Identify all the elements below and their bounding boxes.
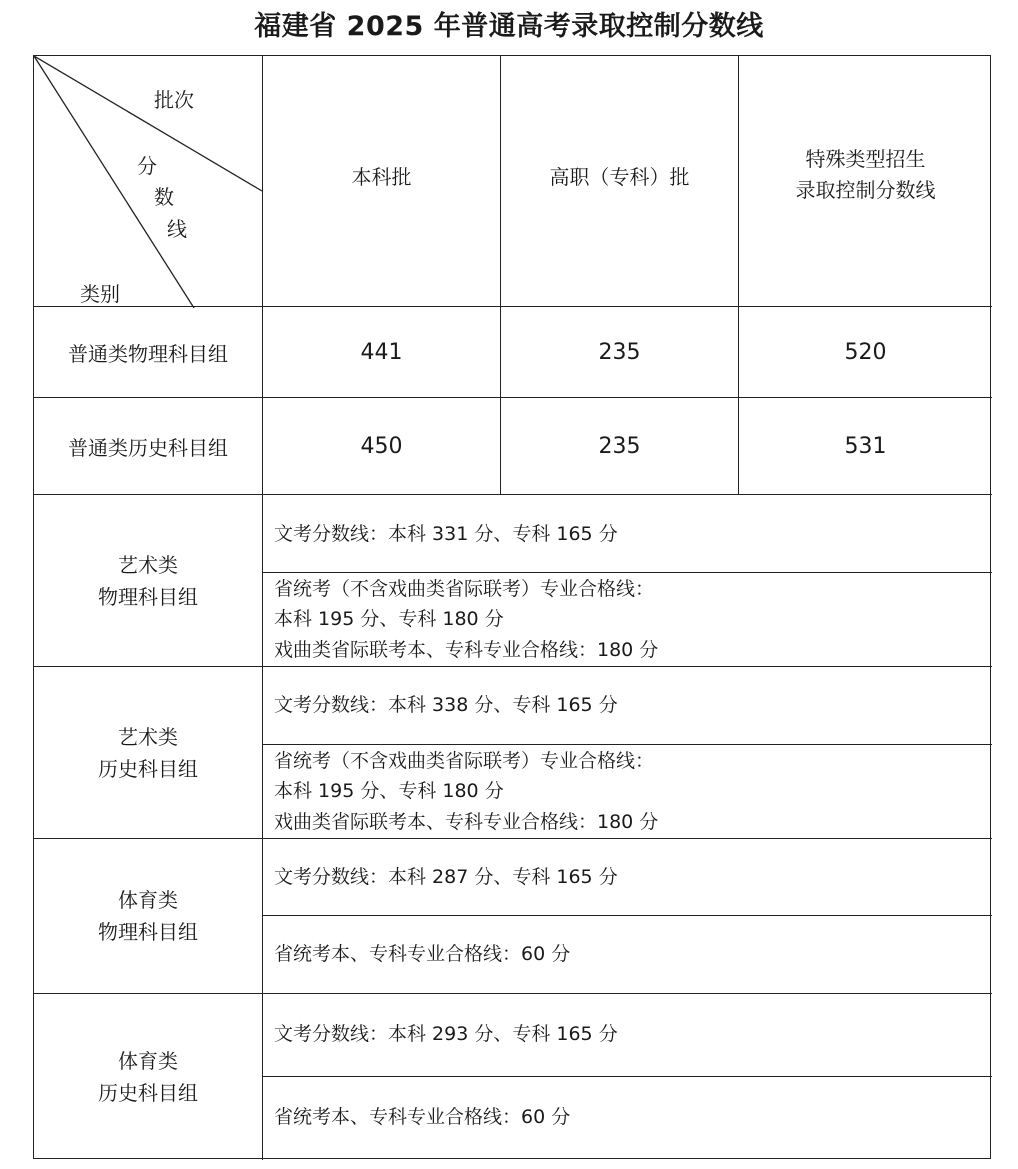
art-history-prof-line3: 戏曲类省际联考本、专科专业合格线：180 分 [274,811,659,833]
row-label-sports-history [34,994,262,1159]
sports-physics-label-line1: 体育类 [118,888,178,912]
header-special-line1: 特殊类型招生 [805,147,926,171]
sports-physics-label-line2: 物理科目组 [98,920,198,944]
art-physics-prof-line1: 省统考（不含戏曲类省际联考）专业合格线： [274,578,655,600]
sub-divider-2 [262,744,992,745]
sports-history-prof: 省统考本、专科专业合格线：60 分 [274,1106,571,1128]
corner-score-label-1: 分 [137,154,157,178]
art-physics-cultural: 文考分数线：本科 331 分、专科 165 分 [274,523,618,545]
header-vocational [501,56,738,306]
row-label-art-history [34,667,262,838]
general-history-bachelor: 450 [360,433,403,459]
general-history-special: 531 [844,433,887,459]
sports-history-cultural: 文考分数线：本科 293 分、专科 165 分 [274,1023,618,1045]
corner-category-label: 类别 [80,282,120,306]
sports-history-label-line1: 体育类 [118,1048,178,1073]
art-history-prof-line1: 省统考（不含戏曲类省际联考）专业合格线： [274,750,655,772]
sports-physics-prof: 省统考本、专科专业合格线：60 分 [274,943,571,965]
corner-score-label-2: 数 [154,185,174,209]
corner-score-label-3: 线 [167,217,187,241]
general-physics-vocational: 235 [598,339,641,365]
general-physics-bachelor: 441 [360,339,403,365]
header-bachelor [263,56,500,306]
corner-batch-label: 批次 [154,88,194,112]
header-special [739,56,992,306]
sub-divider-1 [262,572,992,573]
header-bachelor-label: 本科批 [351,164,412,189]
sports-history-label-line2: 历史科目组 [98,1080,198,1105]
sub-divider-3 [262,915,992,916]
art-history-prof-line2: 本科 195 分、专科 180 分 [274,780,504,802]
score-table [33,55,991,1159]
row-label-sports-physics [34,839,262,993]
art-physics-label-line1: 艺术类 [118,552,178,577]
art-physics-prof-line2: 本科 195 分、专科 180 分 [274,608,504,630]
art-history-label-line2: 历史科目组 [98,756,198,781]
art-physics-prof-line3: 戏曲类省际联考本、专科专业合格线：180 分 [274,639,659,661]
row-label-general-history: 普通类历史科目组 [68,435,228,460]
page-title: 福建省 2025 年普通高考录取控制分数线 [254,11,764,42]
art-history-cultural: 文考分数线：本科 338 分、专科 165 分 [274,694,618,716]
art-history-label-line1: 艺术类 [118,724,178,749]
sports-physics-cultural: 文考分数线：本科 287 分、专科 165 分 [274,866,618,888]
row-label-general-physics: 普通类物理科目组 [68,341,228,366]
row-label-art-physics [34,495,262,666]
sub-divider-4 [262,1076,992,1077]
general-physics-special: 520 [844,339,887,365]
header-vocational-label: 高职（专科）批 [549,164,690,189]
general-history-vocational: 235 [598,433,641,459]
art-physics-label-line2: 物理科目组 [98,584,198,609]
header-special-line2: 录取控制分数线 [795,178,936,202]
diagonal-header-lines [34,56,264,308]
